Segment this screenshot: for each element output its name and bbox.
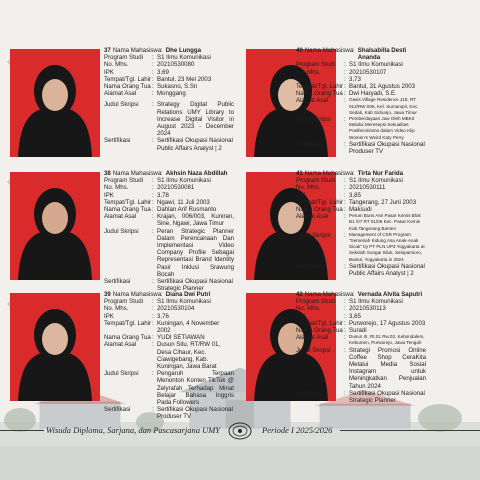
entry-number: 37 <box>104 47 111 54</box>
birth-value: Tangerang, 27 Juni 2003 <box>349 198 417 206</box>
thesis-label: Judul Skripsi <box>296 346 331 354</box>
program-value: S1 Ilmu Komunikasi <box>349 177 403 185</box>
certification-value: Sertifikasi Okupasi Nasional Public Affairs Analyst | 2 <box>349 262 425 278</box>
address-value: Krajan, 006/003, Kuniran, Sine, Ngawi, Jawa Timur <box>157 213 234 228</box>
entry-number: 40 <box>296 47 303 54</box>
colon: : <box>152 90 154 98</box>
program-label: Program Studi <box>104 177 143 185</box>
colon: : <box>344 334 346 342</box>
certification-label: Sertifikasi <box>104 137 131 145</box>
student-id-value: 20210530081 <box>157 184 195 192</box>
gpa-label: IPK <box>104 312 114 320</box>
colon: : <box>152 68 154 76</box>
student-name: Vernada Alvita Saputri <box>357 291 423 298</box>
colon: : <box>344 206 346 214</box>
student-id-value: 20210530080 <box>157 61 195 69</box>
birth-label: Tempat/Tgl. Lahir <box>104 75 152 83</box>
certification-label: Sertifikasi <box>296 262 323 270</box>
thesis-label: Judul Skripsi <box>296 231 331 239</box>
certification-label: Sertifikasi <box>104 406 131 414</box>
address-label: Alamat Asal <box>296 213 329 221</box>
colon: : <box>152 54 154 62</box>
colon: : <box>344 191 346 199</box>
gpa-label: IPK <box>296 191 306 199</box>
birth-value: Bantul, 23 Mei 2003 <box>157 75 212 83</box>
student-name: Tirta Nur Farida <box>357 170 404 177</box>
colon: : <box>344 177 346 185</box>
colon: : <box>344 68 346 76</box>
birth-label: Tempat/Tgl. Lahir <box>104 319 152 327</box>
colon: : <box>344 262 346 270</box>
parent-label: Nama Orang Tua <box>104 206 151 214</box>
colon: : <box>344 346 346 354</box>
thesis-label: Judul Skripsi <box>104 227 139 235</box>
student-name: Diana Dwi Putri <box>165 291 211 298</box>
colon: : <box>344 327 346 335</box>
colon: : <box>160 291 163 298</box>
certification-value: Sertifikasi Okupasi Nasional Produser TV <box>349 140 425 156</box>
student-id-label: No. Mhs. <box>296 184 321 192</box>
program-value: S1 Ilmu Komunikasi <box>349 298 403 306</box>
birth-value: Bantul, 31 Agustus 2003 <box>349 83 416 91</box>
colon: : <box>344 184 346 192</box>
graduate-photo <box>10 293 100 401</box>
colon: : <box>152 278 154 286</box>
colon: : <box>152 227 154 235</box>
program-value: S1 Ilmu Komunikasi <box>157 298 211 306</box>
colon: : <box>344 61 346 69</box>
colon: : <box>152 206 154 214</box>
student-name: Shalsabilla Desti Ananda <box>357 47 407 62</box>
program-value: S1 Ilmu Komunikasi <box>157 177 211 185</box>
colon: : <box>152 61 154 69</box>
colon: : <box>344 83 346 91</box>
graduate-entry <box>196 291 428 411</box>
gpa-value: 3,76 <box>157 312 169 320</box>
colon: : <box>344 231 346 239</box>
thesis-label: Judul Skripsi <box>104 101 139 109</box>
student-id-value: 20210530111 <box>349 184 386 192</box>
student-id-label: No. Mhs. <box>104 305 129 313</box>
program-label: Program Studi <box>296 298 335 306</box>
colon: : <box>152 334 154 342</box>
thesis-value: Strategi Promosi Online Coffee Shop CeraKita Melalui Media Sosial Instagram untuk Meningkatkan Penjualan Tahun 2024 <box>349 346 426 390</box>
footer-rule-left <box>0 430 44 431</box>
student-id-label: No. Mhs. <box>104 184 129 192</box>
colon: : <box>152 184 154 192</box>
footer-rule-right <box>340 430 480 431</box>
student-id-label: No. Mhs. <box>296 68 321 76</box>
address-value: Monggang <box>157 90 186 98</box>
birth-value: Purworejo, 17 Agustus 2003 <box>349 319 426 327</box>
colon: : <box>152 213 154 221</box>
gpa-label: IPK <box>104 68 114 76</box>
colon: : <box>352 47 355 54</box>
birth-label: Tempat/Tgl. Lahir <box>296 83 344 91</box>
parent-value: Dwi Haryadi, S.E. <box>349 90 397 98</box>
colon: : <box>152 75 154 83</box>
entry-number: 41 <box>296 170 303 177</box>
colon: : <box>344 97 346 105</box>
birth-label: Tempat/Tgl. Lahir <box>296 198 344 206</box>
colon: : <box>160 47 163 54</box>
certification-label: Sertifikasi <box>296 140 323 148</box>
birth-label: Tempat/Tgl. Lahir <box>104 198 152 206</box>
colon: : <box>344 213 346 221</box>
program-value: S1 Ilmu Komunikasi <box>157 54 211 62</box>
colon: : <box>344 90 346 98</box>
address-label: Alamat Asal <box>104 341 137 349</box>
entry-number: 38 <box>104 170 111 177</box>
name-label: Nama Mahasiswa <box>304 291 353 298</box>
thesis-value: Peran Strategic Planner Dalam Perencanaan Dan Implementasi Video Company Profile Sebagai Representasi Brand Identity Pasir Inklusi Srawung Bocah <box>157 227 234 278</box>
thesis-value: Pemberdayaan Jaw Oleh MBKit Melalui Meresepsi Sekualitas Postfeminisme dalam Video Klip Women's Weird Katy Perry <box>349 116 415 140</box>
program-label: Program Studi <box>104 54 143 62</box>
name-label: Nama Mahasiswa <box>304 47 353 54</box>
address-label: Alamat Asal <box>296 97 329 105</box>
gpa-label: IPK <box>296 75 306 83</box>
graduate-entry <box>196 47 428 167</box>
parent-value: Dahlan Arif Rusmanto <box>157 206 217 214</box>
colon: : <box>152 198 154 206</box>
thesis-value: Pengaruh Terpaan Menonton Konten TikTok @ Zelyrafah Terhadap Minat Belajar Bahasa Inggris Pada Followers <box>157 370 234 407</box>
colon: : <box>152 191 154 199</box>
student-id-value: 20210530107 <box>349 68 387 76</box>
colon: : <box>352 170 355 177</box>
address-label: Alamat Asal <box>104 90 137 98</box>
colon: : <box>344 198 346 206</box>
address-value: Perum Bumi Asri Pasar Kemis Blok B1 /07 RT 01/06 Kec. Pasar Kemis Kab.Tangerang Banten <box>349 213 421 231</box>
certification-value: Sertifikasi Okupasi Nasional Strategic Planner <box>157 278 233 293</box>
gpa-value: 3,73 <box>349 75 361 83</box>
colon: : <box>344 75 346 83</box>
colon: : <box>152 305 154 313</box>
gpa-label: IPK <box>296 312 306 320</box>
address-value: Oasis Village Residence J18, RT 012/RW 005, Kel. Sumampir, Kec. Sedati, Kab Sidoarjo, Jawa Timur <box>349 97 419 115</box>
footer-event-title: Wisuda Diploma, Sarjana, dan Pascasarjana UMY <box>46 425 221 435</box>
certification-value: Sertifikasi Okupasi Nasional Strategic Planner <box>349 389 425 405</box>
colon: : <box>152 137 154 145</box>
colon: : <box>152 177 154 185</box>
student-id-label: No. Mhs. <box>104 61 129 69</box>
gpa-value: 3,78 <box>157 191 169 199</box>
parent-label: Nama Orang Tua <box>296 327 343 335</box>
entry-number: 39 <box>104 291 111 298</box>
thesis-label: Judul Skripsi <box>104 370 139 378</box>
birth-value: Ngawi, 11 Juli 2003 <box>157 198 210 206</box>
certification-value: Sertifikasi Okupasi Nasional Public Affairs Analyst | 2 <box>157 137 233 152</box>
address-value: Dusun III, Rt.01 Rw.03, Kebondalem, Kebumen, Purworejo, Jawa Tengah <box>349 334 425 346</box>
program-value: S1 Ilmu Komunikasi <box>349 61 403 69</box>
parent-label: Nama Orang Tua <box>296 90 343 98</box>
thesis-value: Strategy Digital Public Relations UMY Library to Increase Digital Visitor in August 2023 - December 2024 <box>157 101 234 138</box>
certification-value: Sertifikasi Okupasi Nasional Produser TV <box>157 406 233 421</box>
gpa-value: 3,85 <box>349 191 361 199</box>
graduate-photo <box>10 172 100 280</box>
colon: : <box>152 406 154 414</box>
student-id-value: 20210530104 <box>157 305 195 313</box>
certification-label: Sertifikasi <box>104 278 131 286</box>
colon: : <box>352 291 355 298</box>
student-id-label: No. Mhs. <box>296 305 321 313</box>
address-label: Alamat Asal <box>296 334 329 342</box>
name-label: Nama Mahasiswa <box>112 47 161 54</box>
colon: : <box>152 319 154 327</box>
name-label: Nama Mahasiswa <box>112 170 161 177</box>
parent-value: Maksudi <box>349 206 372 214</box>
address-label: Alamat Asal <box>104 213 137 221</box>
colon: : <box>152 298 154 306</box>
birth-value: Kuningan, 4 November 2002 <box>157 319 220 335</box>
gpa-label: IPK <box>104 191 114 199</box>
umy-logo-icon <box>228 422 252 440</box>
program-label: Program Studi <box>104 298 143 306</box>
gpa-value: 3,69 <box>157 68 169 76</box>
birth-label: Tempat/Tgl. Lahir <box>296 319 344 327</box>
colon: : <box>152 83 154 91</box>
address-value: Dusun Situ, RT/RW 01, Desa Cihaur, Kec. Ciawigebang, Kab. Kuningan, Jawa Barat <box>157 341 221 371</box>
parent-value: YUDI SETIAWAN <box>157 334 205 342</box>
footer-period: Periode I 2025/2026 <box>262 425 333 435</box>
certification-label: Sertifikasi <box>296 389 323 397</box>
colon: : <box>344 298 346 306</box>
thesis-value: Management of CSR Program "Semeriah Kidung Asa Anak-Anak Sicak" by PT PLN UP3 Yogyakarta at Sekolah Sungai Siluk, Selopamioro, Bantul, Yogyakarta in 2024 <box>349 231 425 262</box>
colon: : <box>344 140 346 148</box>
colon: : <box>152 370 154 378</box>
colon: : <box>152 341 154 349</box>
graduate-entry <box>196 170 428 290</box>
entry-number: 42 <box>296 291 303 298</box>
parent-label: Nama Orang Tua <box>104 83 151 91</box>
thesis-label: Judul Skripsi <box>296 116 331 124</box>
colon: : <box>344 116 346 124</box>
student-name: Akhsin Naza Abdillah <box>165 170 228 177</box>
colon: : <box>344 319 346 327</box>
colon: : <box>344 312 346 320</box>
page-footer <box>0 422 480 440</box>
parent-label: Nama Orang Tua <box>296 206 343 214</box>
colon: : <box>152 101 154 109</box>
graduate-photo <box>10 49 100 157</box>
student-name: Dhe Lungga <box>165 47 201 54</box>
colon: : <box>344 305 346 313</box>
student-id-value: 20210530113 <box>349 305 386 313</box>
colon: : <box>160 170 163 177</box>
program-label: Program Studi <box>296 177 335 185</box>
parent-label: Nama Orang Tua <box>104 334 151 342</box>
name-label: Nama Mahasiswa <box>112 291 161 298</box>
gpa-value: 3,65 <box>349 312 361 320</box>
parent-value: Suradi <box>349 327 367 335</box>
name-label: Nama Mahasiswa <box>304 170 353 177</box>
program-label: Program Studi <box>296 61 335 69</box>
colon: : <box>344 389 346 397</box>
colon: : <box>152 312 154 320</box>
parent-value: Sukasno, S.Sn <box>157 83 198 91</box>
